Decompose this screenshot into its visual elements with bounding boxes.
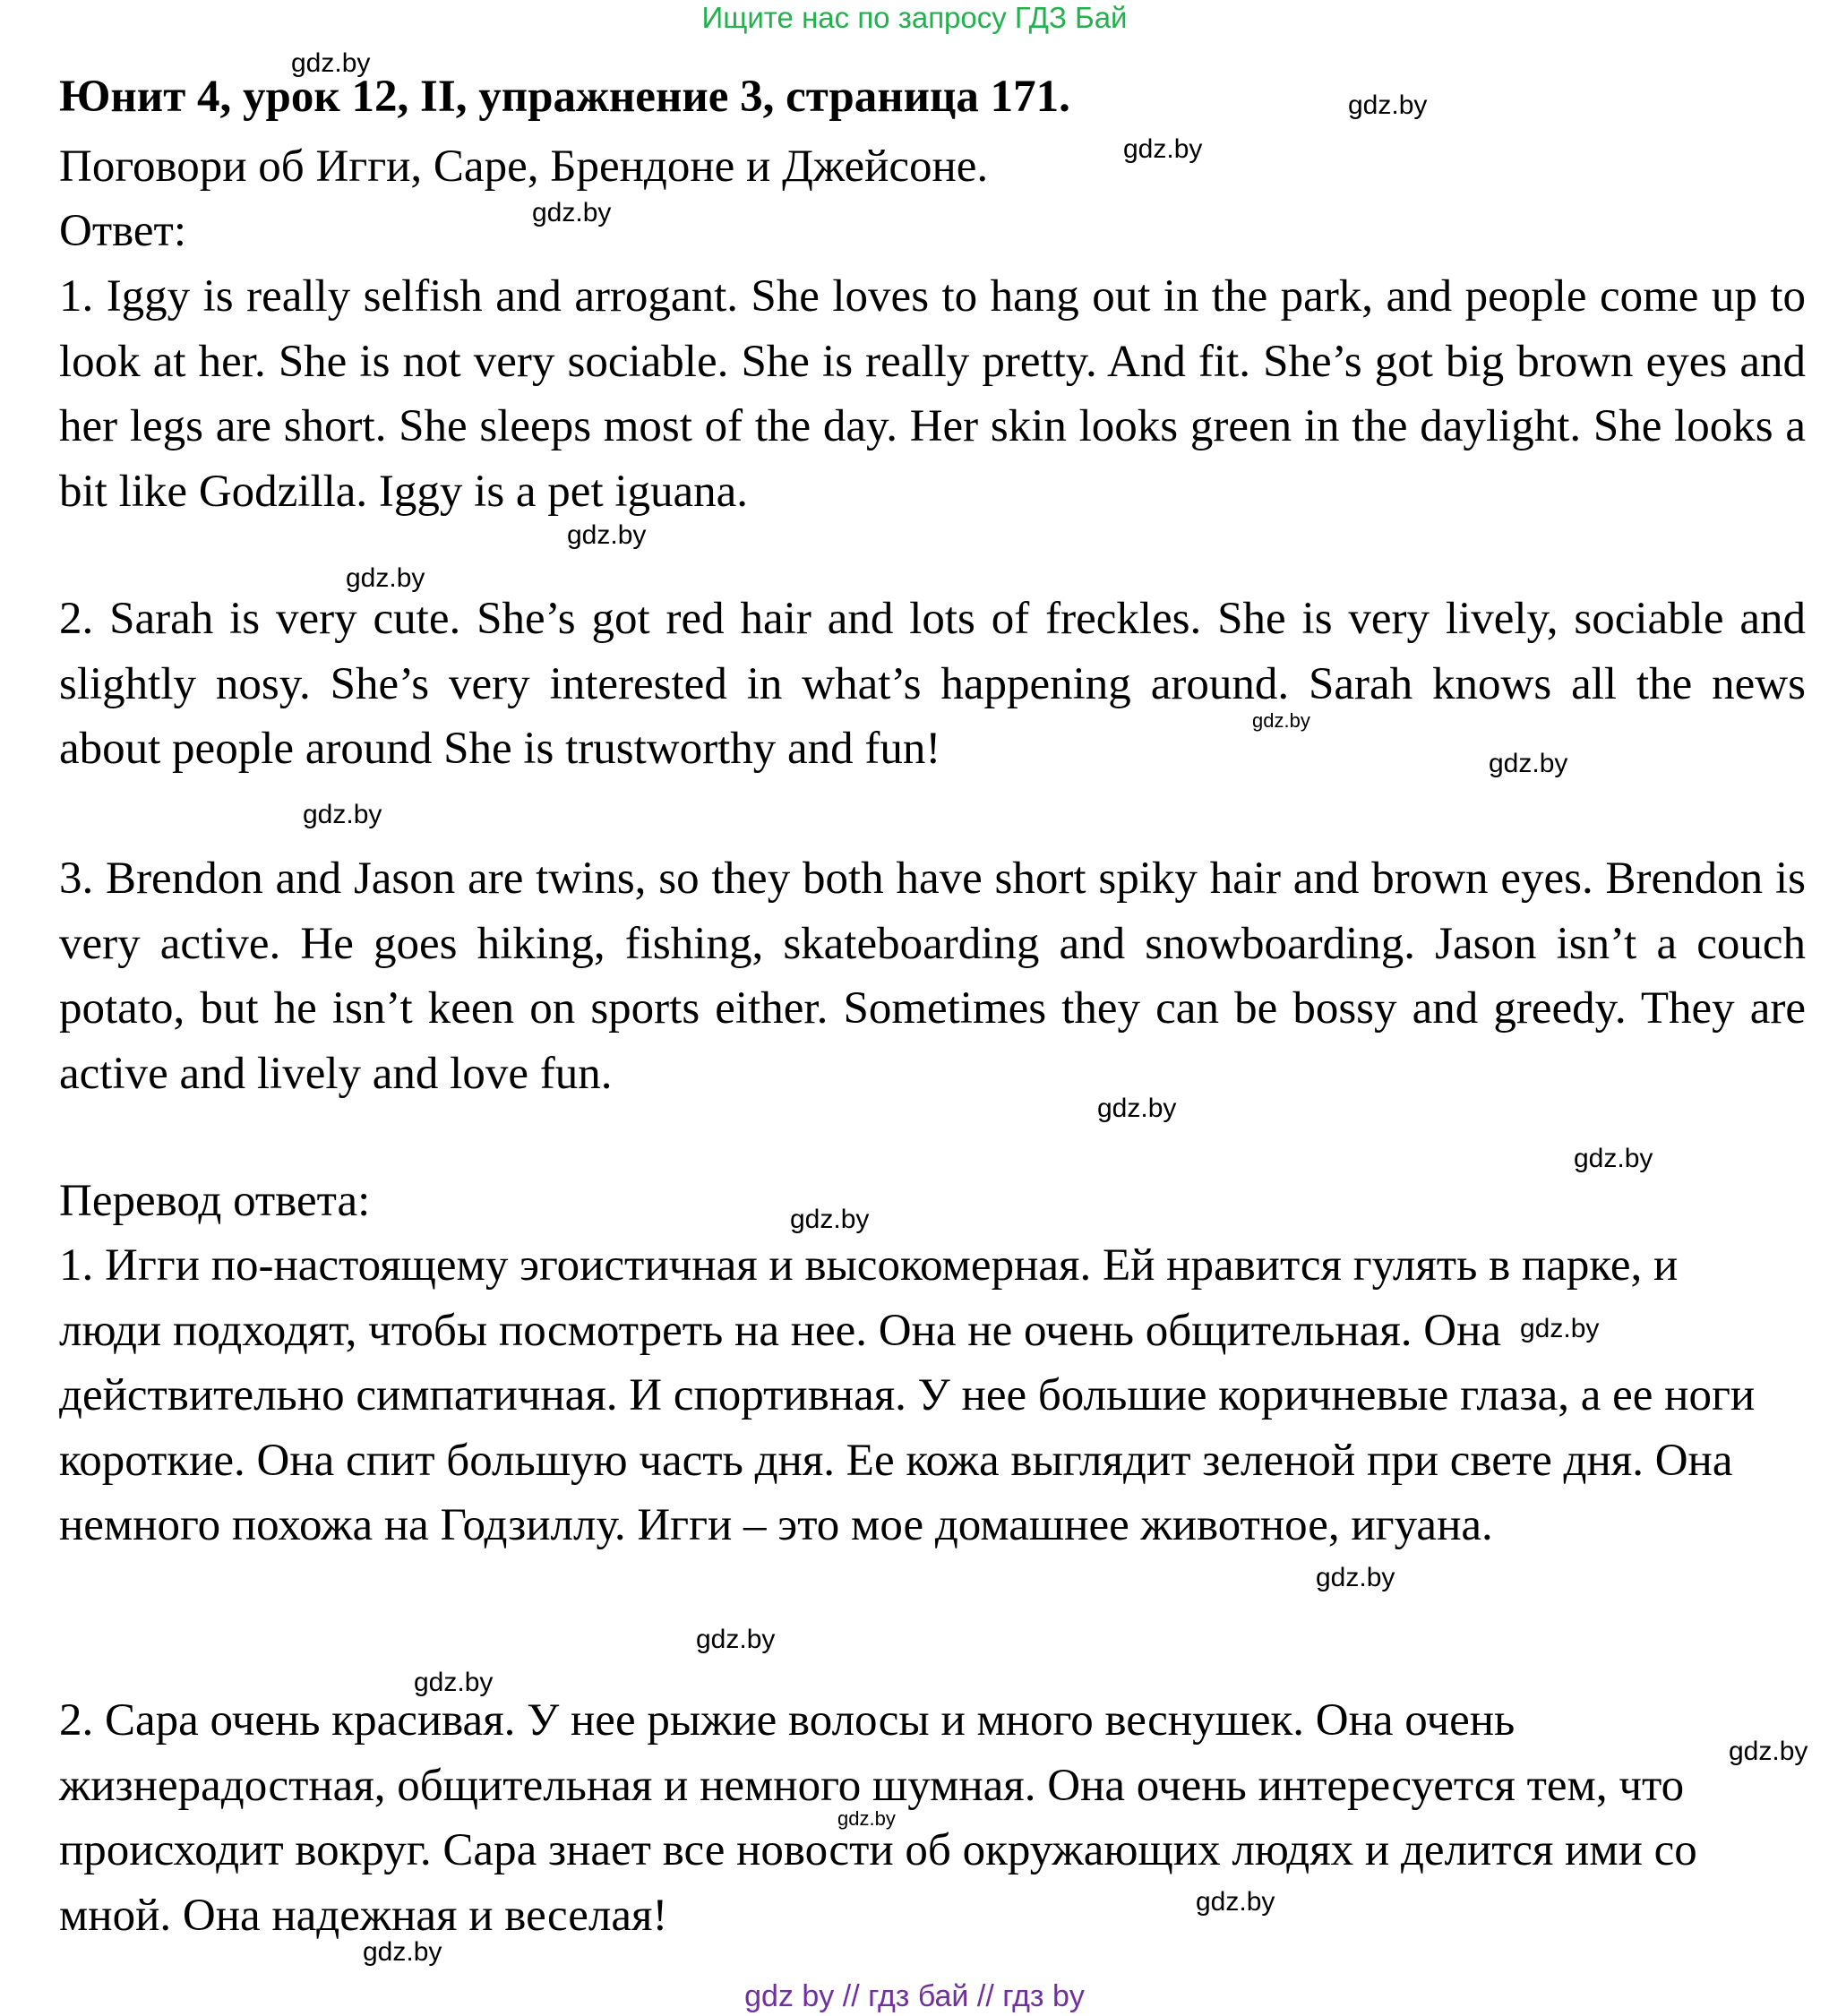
watermark: gdz.by: [1520, 1314, 1600, 1343]
answer-paragraph-2: 2. Sarah is very cute. She’s got red hair and lots of freckles. She is very lively, sociable and slightly nosy. She’s very interested in what’s happening around. Sarah knows all the news about people around She is trustworthy and fun!: [59, 594, 1806, 774]
watermark: gdz.by: [1574, 1144, 1653, 1173]
watermark: gdz.by: [303, 800, 382, 829]
task-text: Поговори об Игги, Саре, Брендоне и Джейсоне.: [59, 142, 989, 192]
watermark: gdz.by: [790, 1205, 870, 1234]
answer-paragraph-1: 1. Iggy is really selfish and arrogant. She loves to hang out in the park, and people come up to look at her. She is not very sociable. She is really pretty. And fit. She’s got big brown eyes and her legs are short. She sleeps most of the day. Her skin looks green in the daylight. She looks a bit like Godzilla. Iggy is a pet iguana.: [59, 271, 1806, 517]
watermark: gdz.by: [532, 198, 612, 227]
watermark: gdz.by: [1097, 1094, 1177, 1123]
watermark: gdz.by: [837, 1807, 896, 1830]
watermark: gdz.by: [414, 1668, 494, 1697]
watermark: gdz.by: [1123, 134, 1203, 164]
footer-links[interactable]: gdz by // гдз бай // гдз by: [744, 1979, 1085, 2013]
page-title: Юнит 4, урок 12, II, упражнение 3, страница 171.: [59, 72, 1070, 122]
watermark: gdz.by: [1489, 749, 1568, 778]
translation-label: Перевод ответа:: [59, 1176, 371, 1226]
translation-paragraph-2: 2. Сара очень красивая. У нее рыжие волосы и много веснушек. Она очень жизнерадостная, общительная и немного шумная. Она очень интересуется тем, что происходит вокруг. Сара знает все новости об окружающих людях и делится ими со мной. Она надежная и веселая!: [59, 1695, 1697, 1941]
watermark: gdz.by: [291, 48, 371, 78]
watermark: gdz.by: [696, 1625, 776, 1654]
watermark: gdz.by: [1316, 1563, 1395, 1592]
translation-paragraph-1: 1. Игги по-настоящему эгоистичная и высокомерная. Ей нравится гулять в парке, и люди подходят, чтобы посмотреть на нее. Она не очень общительная. Она действительно симпатичная. И спортивная. У нее большие коричневые глаза, а ее ноги короткие. Она спит большую часть дня. Ее кожа выглядит зеленой при свете дня. Она немного похожа на Годзиллу. Игги – это мое домашнее животное, игуана.: [59, 1240, 1756, 1550]
watermark: gdz.by: [1252, 709, 1310, 732]
watermark: gdz.by: [567, 520, 647, 550]
answer-paragraph-3: 3. Brendon and Jason are twins, so they both have short spiky hair and brown eyes. Brendon is very active. He goes hiking, fishing, skateboarding and snowboarding. Jason isn’t a couch potato, but he isn’t keen on sports either. Sometimes they can be bossy and greedy. They are active and lively and love fun.: [59, 854, 1806, 1099]
header-banner[interactable]: Ищите нас по запросу ГДЗ Бай: [701, 1, 1128, 34]
watermark: gdz.by: [1196, 1887, 1275, 1917]
watermark: gdz.by: [346, 563, 425, 593]
watermark: gdz.by: [363, 1937, 442, 1967]
watermark: gdz.by: [1348, 90, 1428, 120]
watermark: gdz.by: [1729, 1737, 1808, 1766]
answer-label: Ответ:: [59, 206, 186, 256]
